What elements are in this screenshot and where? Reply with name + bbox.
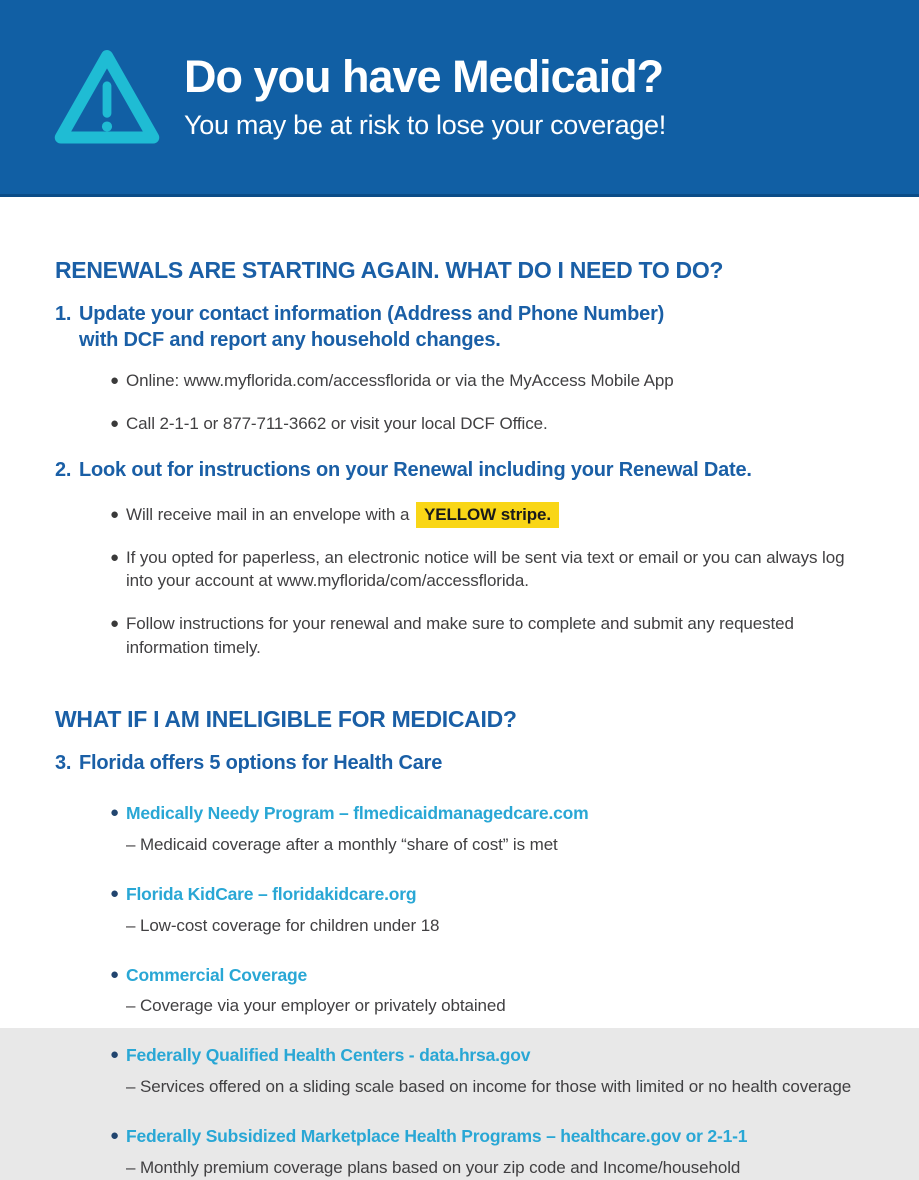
- bullet-icon: ●: [110, 548, 119, 566]
- step-number: 2.: [55, 459, 72, 482]
- step-number: 3.: [55, 751, 72, 774]
- bullet-icon: ●: [110, 615, 119, 633]
- option-marketplace: [110, 1125, 864, 1180]
- option-link-medically-needy[interactable]: Medically Needy Program – flmedicaidmanagedcare.com: [126, 803, 589, 824]
- flyer-content: [0, 257, 919, 1180]
- bullet-text: [126, 503, 559, 527]
- header-banner: [0, 0, 919, 197]
- option-description: – Coverage via your employer or privately obtained: [126, 996, 506, 1016]
- option-florida-kidcare: [110, 883, 864, 938]
- list-item: [110, 503, 864, 527]
- option-description: – Monthly premium coverage plans based on your zip code and Income/household: [126, 1157, 741, 1177]
- step-2-bullets: [110, 503, 864, 660]
- bullet-text-plain: Will receive mail in an envelope with a: [126, 504, 410, 524]
- option-description: – Services offered on a sliding scale based on income for those with limited or no health coverage: [126, 1076, 852, 1096]
- bullet-icon: ●: [110, 804, 120, 822]
- bullet-icon: ●: [110, 505, 119, 523]
- bullet-icon: ●: [110, 1126, 120, 1144]
- page-subtitle: You may be at risk to lose your coverage!: [184, 110, 666, 141]
- list-item: [110, 369, 864, 393]
- option-commercial-coverage: [110, 964, 864, 1019]
- option-link-fqhc[interactable]: Federally Qualified Health Centers - data.hrsa.gov: [126, 1045, 531, 1066]
- section-heading-renewals: RENEWALS ARE STARTING AGAIN. WHAT DO I NEED TO DO?: [55, 257, 724, 283]
- option-medically-needy: [110, 802, 864, 857]
- bullet-text: Call 2-1-1 or 877-711-3662 or visit your local DCF Office.: [126, 413, 548, 433]
- bullet-text: Online: www.myflorida.com/accessflorida or via the MyAccess Mobile App: [126, 370, 674, 390]
- option-link-commercial-coverage[interactable]: Commercial Coverage: [126, 964, 308, 985]
- bullet-icon: ●: [110, 371, 119, 389]
- bullet-icon: ●: [110, 1046, 120, 1064]
- yellow-stripe-highlight: YELLOW stripe.: [416, 502, 559, 528]
- step-2: [55, 457, 864, 483]
- bullet-text: Follow instructions for your renewal and make sure to complete and submit any requested information timely.: [126, 614, 794, 657]
- warning-triangle-icon: [52, 44, 162, 154]
- bullet-icon: ●: [110, 884, 120, 902]
- step-1-bullets: [110, 369, 864, 436]
- step-1: [55, 301, 864, 354]
- option-fqhc: [110, 1044, 864, 1099]
- step-title: Update your contact information (Address and Phone Number) with DCF and report any household changes.: [79, 303, 665, 352]
- option-link-florida-kidcare[interactable]: Florida KidCare – floridakidcare.org: [126, 883, 417, 904]
- step-title: Florida offers 5 options for Health Care: [79, 751, 443, 774]
- list-item: [110, 412, 864, 436]
- step-3: [55, 750, 864, 776]
- bullet-icon: ●: [110, 965, 120, 983]
- bullet-text: If you opted for paperless, an electronic notice will be sent via text or email or you can always log into your account at www.myflorida/com/accessflorida.: [126, 547, 845, 591]
- option-description: – Low-cost coverage for children under 18: [126, 915, 440, 935]
- bullet-icon: ●: [110, 414, 119, 432]
- section-heading-ineligible: WHAT IF I AM INELIGIBLE FOR MEDICAID?: [55, 705, 517, 732]
- page-title: Do you have Medicaid?: [184, 50, 664, 102]
- step-title: Look out for instructions on your Renewal including your Renewal Date.: [79, 459, 752, 482]
- healthcare-options-list: [110, 802, 864, 1179]
- step-number: 1.: [55, 303, 72, 325]
- header-text: [184, 50, 666, 141]
- list-item: [110, 546, 864, 594]
- list-item: [110, 612, 864, 660]
- option-link-marketplace[interactable]: Federally Subsidized Marketplace Health Programs – healthcare.gov or 2-1-1: [126, 1125, 748, 1146]
- option-description: – Medicaid coverage after a monthly “share of cost” is met: [126, 834, 558, 854]
